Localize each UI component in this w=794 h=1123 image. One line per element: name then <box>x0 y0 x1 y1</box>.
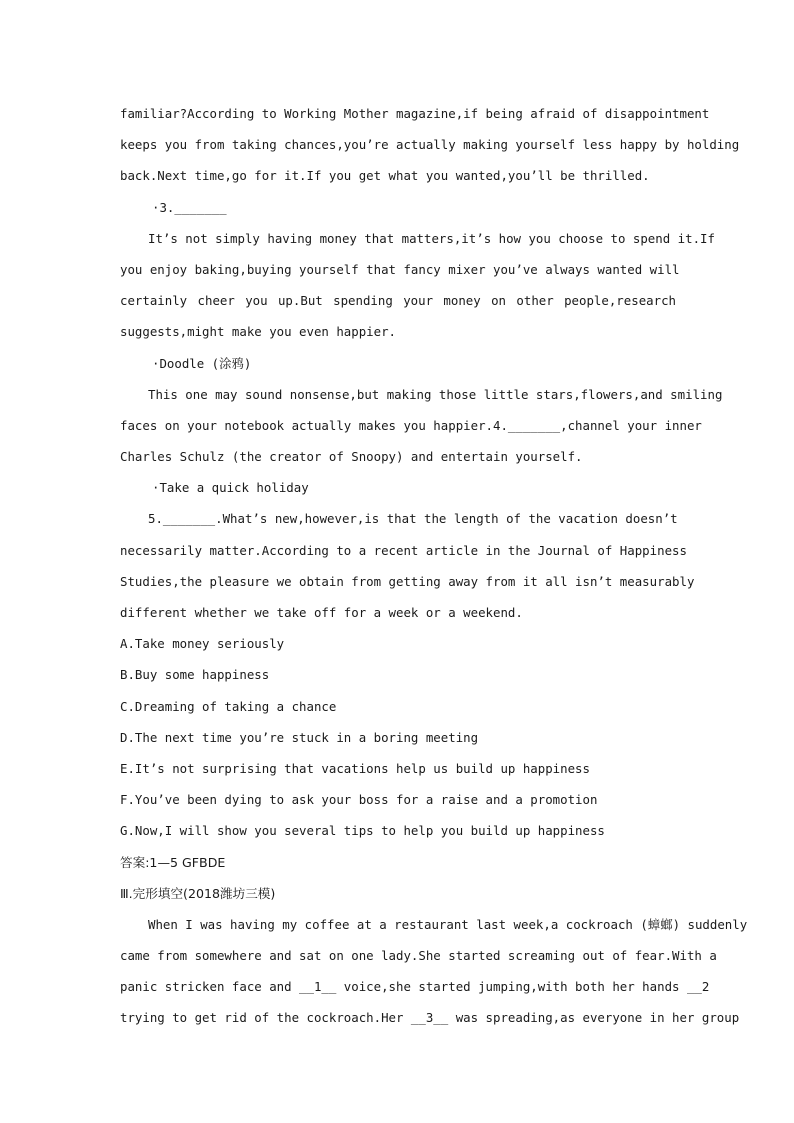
option-a: A.Take money seriously <box>120 636 285 652</box>
document-page <box>120 98 748 1034</box>
option-e: E.It’s not surprising that vacations help us build up happiness <box>120 760 590 776</box>
item-heading-3: ·3._______ <box>152 199 227 215</box>
item-heading-doodle: ·Doodle (涂鸦) <box>152 355 252 371</box>
paragraph-line: 5._______.What’s new,however,is that the length of the vacation doesn’t <box>148 511 678 527</box>
paragraph-line: Charles Schulz (the creator of Snoopy) and entertain yourself. <box>120 449 583 465</box>
cloze-line: came from somewhere and sat on one lady.She started screaming out of fear.With a <box>120 948 717 964</box>
section-heading: Ⅲ.完形填空(2018潍坊三模) <box>120 885 276 901</box>
cloze-line: When I was having my coffee at a restaurant last week,a cockroach (蟑螂) suddenly <box>148 916 748 932</box>
paragraph-line: It’s not simply having money that matters,it’s how you choose to spend it.If <box>148 230 715 246</box>
cloze-line: trying to get rid of the cockroach.Her __3__ was spreading,as everyone in her group <box>120 1010 740 1026</box>
paragraph-line: suggests,might make you even happier. <box>120 324 397 340</box>
answer-key: 答案:1—5 GFBDE <box>120 854 226 870</box>
paragraph-line: This one may sound nonsense,but making those little stars,flowers,and smiling <box>148 386 723 402</box>
paragraph-line: Studies,the pleasure we obtain from getting away from it all isn’t measurably <box>120 573 695 589</box>
paragraph-line: you enjoy baking,buying yourself that fancy mixer you’ve always wanted will <box>120 261 680 277</box>
cloze-line: panic stricken face and __1__ voice,she started jumping,with both her hands __2 <box>120 979 710 995</box>
option-g: G.Now,I will show you several tips to help you build up happiness <box>120 823 605 839</box>
option-b: B.Buy some happiness <box>120 667 270 683</box>
paragraph-line: necessarily matter.According to a recent article in the Journal of Happiness <box>120 542 687 558</box>
option-c: C.Dreaming of taking a chance <box>120 698 337 714</box>
item-heading-holiday: ·Take a quick holiday <box>152 480 309 496</box>
paragraph-line: keeps you from taking chances,you’re actually making yourself less happy by holding <box>120 137 740 153</box>
option-f: F.You’ve been dying to ask your boss for a raise and a promotion <box>120 792 598 808</box>
paragraph-line: certainly cheer you up.But spending your money on other people,research <box>120 293 676 309</box>
paragraph-line: faces on your notebook actually makes you happier.4._______,channel your inner <box>120 417 702 433</box>
option-d: D.The next time you’re stuck in a boring meeting <box>120 729 479 745</box>
paragraph-line: familiar?According to Working Mother magazine,if being afraid of disappointment <box>120 106 710 121</box>
paragraph-line: different whether we take off for a week or a weekend. <box>120 605 523 620</box>
paragraph-line: back.Next time,go for it.If you get what you wanted,you’ll be thrilled. <box>120 168 650 184</box>
